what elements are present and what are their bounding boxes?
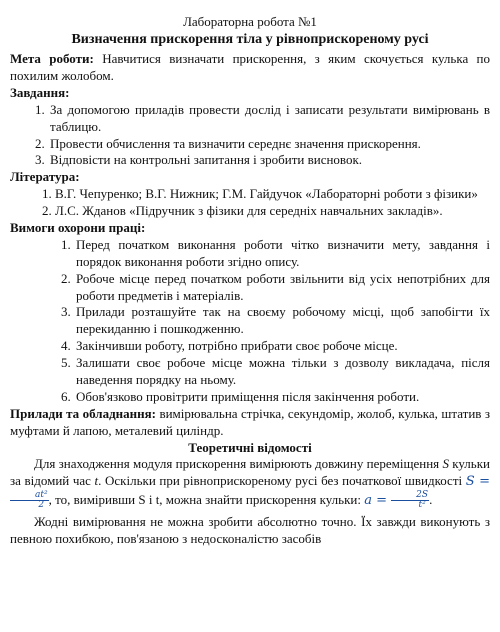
- goal-label: Мета роботи:: [10, 51, 94, 67]
- safety-item: 3. Прилади розташуйте так на своєму робочому місці, щоб запобігти їх перекиданню і пошкодженню.: [74, 304, 490, 338]
- goal-text: Навчитися визначати прискорення, з яким скочується кулька по похилим жолобом.: [10, 51, 490, 83]
- task-item: 3. Відповісти на контрольні запитання і зробити висновок.: [48, 152, 490, 169]
- safety-item: 2. Робоче місце перед початком роботи звільнити від усіх непотрібних для роботи предметів і матеріалів.: [74, 271, 490, 305]
- theory-paragraph-1: Для знаходження модуля прискорення вимірюють довжину переміщення S кульки за відомий час t. Оскільки при рівноприскореному русі без початкової швидкості S = $\frac{\text{at²}}{2}$ , то, виміривши S і t, можна знайти прискорення кульки: a = $\frac{2S}{\text{t²}}$ .: [10, 456, 490, 511]
- formula-acceleration: a = $\frac{2S}{\text{t²}}$: [364, 490, 429, 511]
- safety-label: Вимоги охорони праці:: [10, 219, 146, 235]
- equipment-label: Прилади та обладнання:: [10, 405, 156, 421]
- tasks-list: [10, 102, 490, 170]
- goal-section: [10, 51, 490, 85]
- equipment-text: вимірювальна стрічка, секундомір, жолоб, кулька, штатив з муфтами й лапою, металевий циліндр.: [10, 405, 490, 438]
- safety-item: 4. Закінчивши роботу, потрібно прибрати своє робоче місце.: [74, 338, 490, 355]
- formula-distance: S = $\frac{\text{at²}}{2}$: [10, 474, 490, 508]
- document-page: [10, 0, 490, 548]
- tasks-label: Завдання:: [10, 84, 70, 100]
- document-title: Визначення прискорення тіла у рівноприскореному русі: [71, 31, 429, 47]
- literature-list: [10, 186, 490, 220]
- equipment-section: [10, 406, 490, 440]
- lab-number: Лабораторна робота №1: [183, 14, 317, 29]
- theory-paragraph-2: Жодні вимірювання не можна зробити абсолютно точно. Їх завжди виконують з певною похибкою, пов'язаною з недосконалістю засобів: [10, 514, 490, 547]
- safety-item: 6. Обов'язково провітрити приміщення після закінчення роботи.: [74, 389, 490, 406]
- theory-heading: Теоретичні відомості: [188, 439, 312, 455]
- safety-item: 5. Залишати своє робоче місце можна тільки з дозволу викладача, після наведення порядку на ньому.: [74, 355, 490, 389]
- task-item: 2. Провести обчислення та визначити середнє значення прискорення.: [48, 136, 490, 153]
- literature-item: 1. В.Г. Чепуренко; В.Г. Нижник; Г.М. Гайдучок «Лабораторні роботи з фізики»: [42, 186, 478, 202]
- task-item: 1. За допомогою приладів провести дослід і записати результати вимірювань в таблицю.: [48, 102, 490, 136]
- safety-list: [10, 237, 490, 406]
- literature-label: Література:: [10, 169, 80, 185]
- literature-item: 2. Л.С. Жданов «Підручник з фізики для середніх навчальних закладів».: [42, 203, 443, 219]
- safety-item: 1. Перед початком виконання роботи чітко визначити мету, завдання і порядок виконання роботи згідно опису.: [74, 237, 490, 271]
